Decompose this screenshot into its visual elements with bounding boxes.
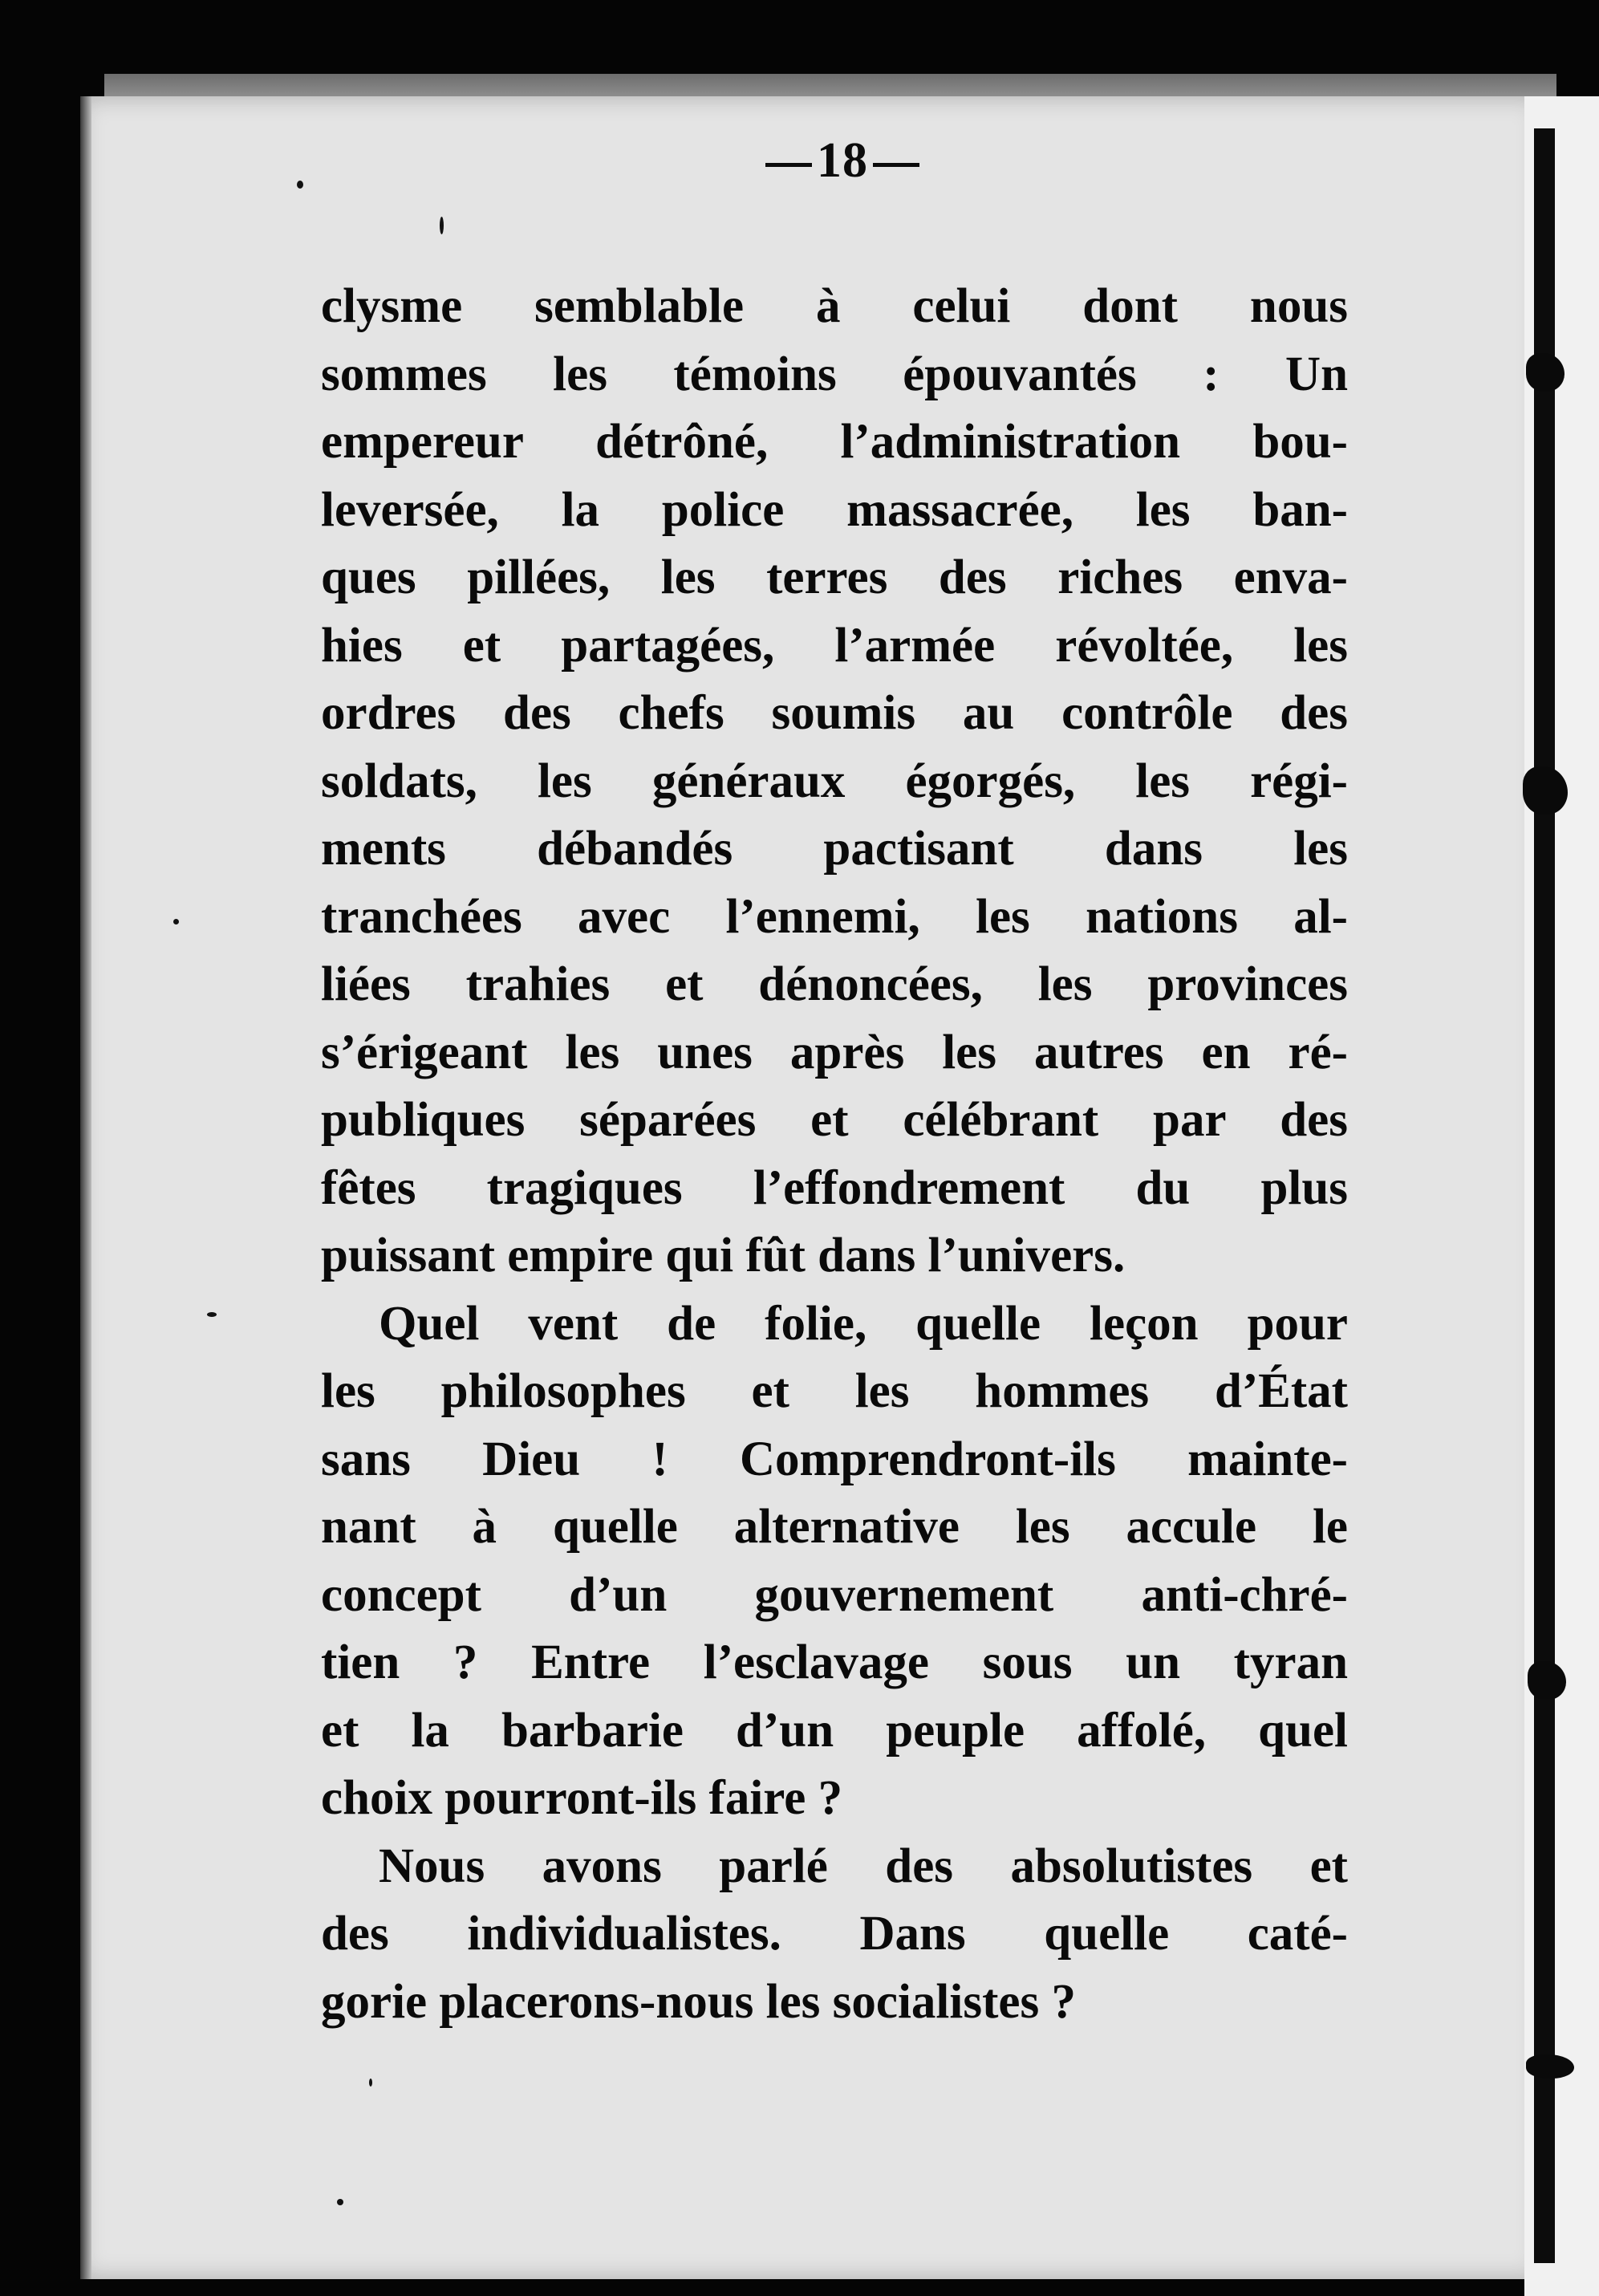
text-line: ques pillées, les terres des riches enva- — [321, 551, 1348, 604]
dust-speck — [297, 181, 303, 189]
text-line: leversée, la police massacrée, les ban- — [321, 482, 1348, 537]
page-left-edge — [80, 96, 91, 2279]
text-line: tien ? Entre l’esclavage sous un tyran — [321, 1636, 1348, 1689]
text-line: empereur détrôné, l’administration bou- — [321, 415, 1348, 469]
text-line: nant à quelle alternative les accule le — [321, 1500, 1348, 1554]
text-line: ments débandés pactisant dans les — [321, 822, 1348, 876]
text-line: clysme semblable à celui dont nous — [321, 279, 1348, 333]
text-line: sommes les témoins épouvantés : Un — [321, 347, 1348, 401]
dust-speck — [369, 2079, 372, 2087]
page-number-dash-right — [873, 163, 919, 167]
text-line: Nous avons parlé des absolutistes et — [379, 1839, 1348, 1893]
text-line: choix pourront-ils faire ? — [321, 1771, 843, 1825]
text-line: hies et partagées, l’armée révoltée, les — [321, 618, 1348, 673]
dust-speck — [440, 217, 444, 234]
text-line: publiques séparées et célébrant par des — [321, 1093, 1348, 1147]
binding-thread — [1534, 128, 1555, 2263]
text-line: ordres des chefs soumis au contrôle des — [321, 686, 1348, 740]
dust-speck — [173, 919, 179, 924]
page-number-value: 18 — [817, 133, 868, 188]
binding-knot — [1526, 2054, 1574, 2079]
text-line: tranchées avec l’ennemi, les nations al- — [321, 889, 1348, 944]
page-number — [722, 132, 963, 189]
text-line: liées trahies et dénoncées, les provinces — [321, 957, 1348, 1011]
text-line: soldats, les généraux égorgés, les régi- — [321, 754, 1348, 808]
text-line: puissant empire qui fût dans l’univers. — [321, 1229, 1126, 1282]
binding-knot — [1528, 1661, 1566, 1700]
text-line: fêtes tragiques l’effondrement du plus — [321, 1160, 1348, 1215]
binding-knot — [1526, 353, 1565, 392]
text-line: les philosophes et les hommes d’État — [321, 1364, 1348, 1418]
dust-speck — [207, 1312, 217, 1317]
text-line: s’érigeant les unes après les autres en ré- — [321, 1025, 1348, 1079]
text-line: Quel vent de folie, quelle leçon pour — [379, 1296, 1348, 1351]
text-line: des individualistes. Dans quelle caté- — [321, 1907, 1348, 1961]
text-line: concept d’un gouvernement anti-chré- — [321, 1567, 1348, 1622]
text-line: sans Dieu ! Comprendront-ils mainte- — [321, 1432, 1348, 1486]
text-line: et la barbarie d’un peuple affolé, quel — [321, 1703, 1348, 1758]
body-text — [321, 273, 1348, 2036]
dust-speck — [337, 2199, 343, 2205]
text-line: gorie placerons-nous les socialistes ? — [321, 1974, 1076, 2029]
page-number-dash-left — [765, 163, 812, 167]
